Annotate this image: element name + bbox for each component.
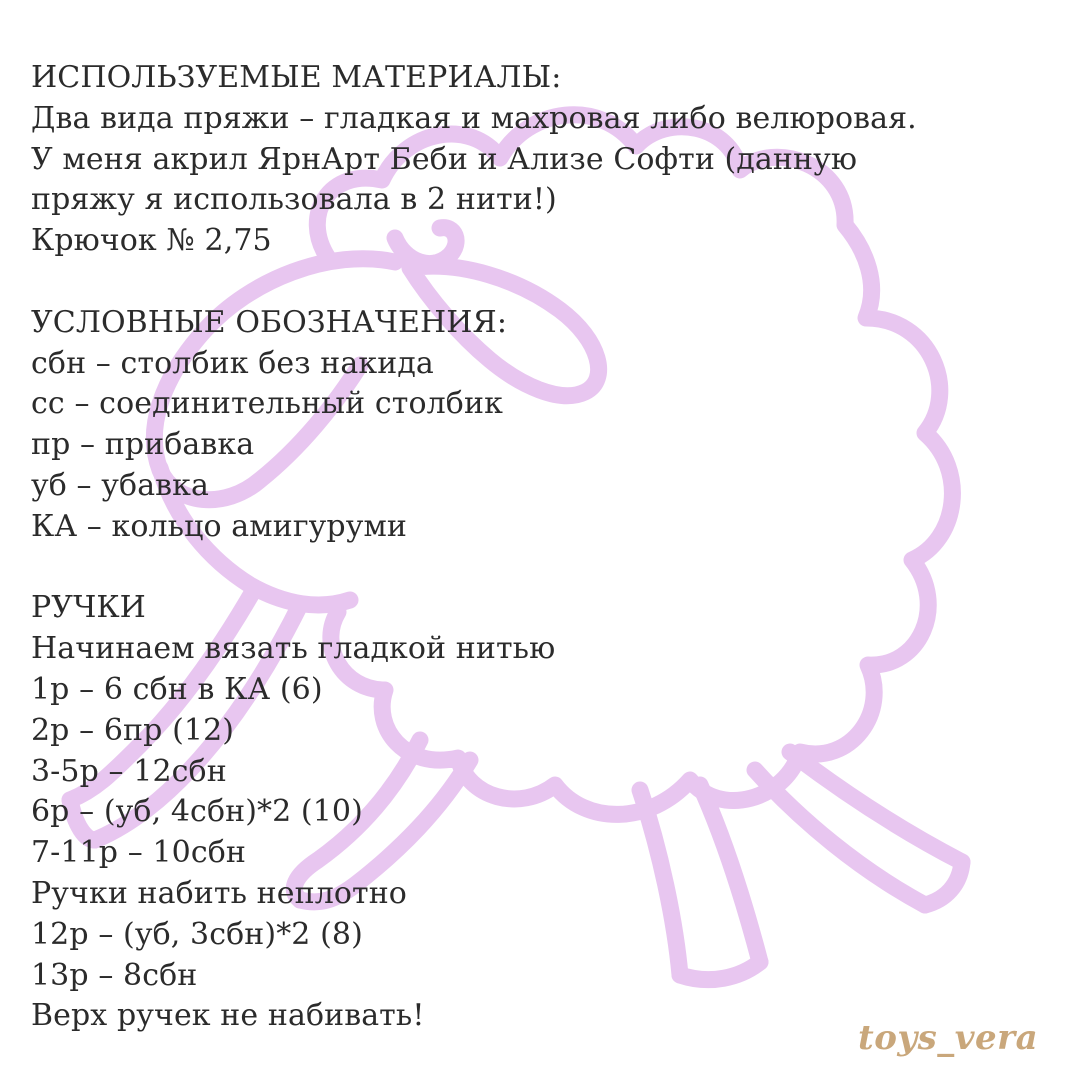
arms-line: 1р – 6 сбн в КА (6) xyxy=(31,671,323,707)
legend-line: пр – прибавка xyxy=(31,427,255,463)
arms-heading: РУЧКИ xyxy=(31,590,146,626)
recipe-text xyxy=(31,58,1031,1037)
materials-line: пряжу я использовала в 2 нити!) xyxy=(31,182,557,218)
legend-line: сбн – столбик без накида xyxy=(31,345,434,381)
author-watermark: toys_vera xyxy=(858,1018,1039,1058)
legend-line: уб – убавка xyxy=(31,467,210,503)
section-spacer xyxy=(31,548,1031,589)
materials-line: Два вида пряжи – гладкая и махровая либо велюровая. xyxy=(31,100,917,136)
arms-line: 7-11р – 10сбн xyxy=(31,835,247,871)
arms-line: Верх ручек не набивать! xyxy=(31,998,425,1034)
materials-line: Крючок № 2,75 xyxy=(31,223,272,259)
section-spacer xyxy=(31,262,1031,303)
legend-line: КА – кольцо амигуруми xyxy=(31,508,407,544)
arms-line: 2р – 6пр (12) xyxy=(31,712,235,748)
arms-line: 6р – (уб, 4сбн)*2 (10) xyxy=(31,794,363,830)
arms-line: Начинаем вязать гладкой нитью xyxy=(31,631,556,667)
materials-heading: ИСПОЛЬЗУЕМЫЕ МАТЕРИАЛЫ: xyxy=(31,60,562,95)
legend-heading: УСЛОВНЫЕ ОБОЗНАЧЕНИЯ: xyxy=(31,304,508,340)
arms-line: 3-5р – 12сбн xyxy=(31,753,227,789)
arms-line: Ручки набить неплотно xyxy=(31,875,407,911)
legend-line: сс – соединительный столбик xyxy=(31,386,503,422)
arms-line: 13р – 8сбн xyxy=(31,957,198,993)
materials-line: У меня акрил ЯрнАрт Беби и Ализе Софти (данную xyxy=(31,141,858,177)
arms-line: 12р – (уб, 3сбн)*2 (8) xyxy=(31,916,363,952)
